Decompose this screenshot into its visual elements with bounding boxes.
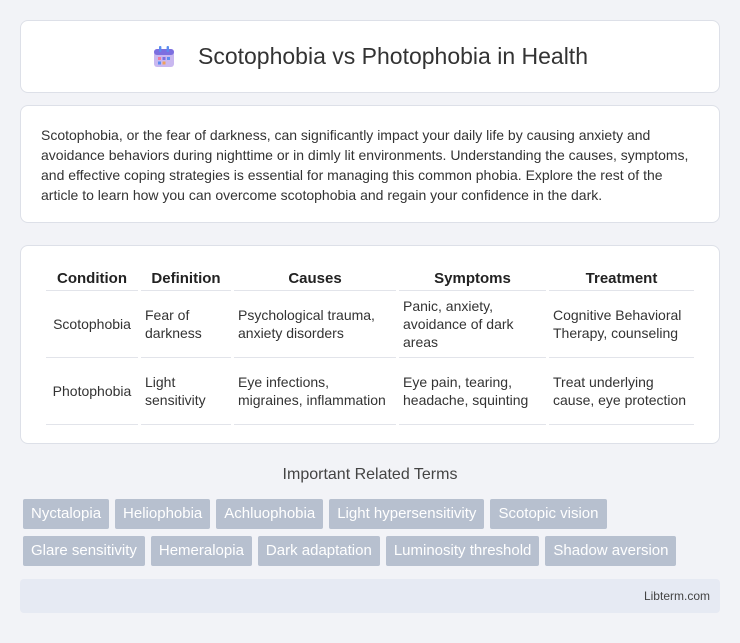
related-term-tag[interactable]: Shadow aversion (545, 536, 676, 566)
footer-site-link[interactable]: Libterm.com (643, 589, 710, 603)
related-term-tag[interactable]: Glare sensitivity (23, 536, 145, 566)
header-card (20, 20, 720, 93)
related-term-tag[interactable]: Luminosity threshold (386, 536, 540, 566)
table-row (46, 358, 694, 425)
page-title: Scotophobia vs Photophobia in Health (197, 43, 588, 69)
comparison-table-card (20, 245, 720, 444)
intro-card (20, 105, 720, 223)
column-header: Definition (141, 266, 231, 291)
calendar-icon (152, 45, 176, 69)
column-header: Symptoms (399, 266, 546, 291)
related-terms-row (23, 499, 723, 529)
table-cell: Treat underlying cause, eye protection (549, 358, 694, 425)
table-cell: Cognitive Behavioral Therapy, counseling (549, 291, 694, 358)
related-term-tag[interactable]: Heliophobia (115, 499, 210, 529)
table-cell: Photophobia (46, 358, 138, 425)
table-cell: Light sensitivity (141, 358, 231, 425)
related-term-tag[interactable]: Scotopic vision (490, 499, 606, 529)
table-cell: Eye pain, tearing, headache, squinting (399, 358, 546, 425)
related-term-tag[interactable]: Achluophobia (216, 499, 323, 529)
related-term-tag[interactable]: Hemeralopia (151, 536, 252, 566)
related-term-tag[interactable]: Nyctalopia (23, 499, 109, 529)
table-cell: Scotophobia (46, 291, 138, 358)
column-header: Causes (234, 266, 396, 291)
related-terms-title: Important Related Terms (282, 466, 458, 483)
table-row (46, 291, 694, 358)
table-header-row (46, 266, 694, 291)
column-header: Condition (46, 266, 138, 291)
footer (20, 579, 720, 613)
table-cell: Fear of darkness (141, 291, 231, 358)
related-term-tag[interactable]: Light hypersensitivity (329, 499, 484, 529)
related-term-tag[interactable]: Dark adaptation (258, 536, 380, 566)
comparison-table (43, 266, 697, 425)
related-terms-row (23, 536, 723, 566)
intro-text: Scotophobia, or the fear of darkness, can significantly impact your daily life by causing anxiety and avoidance behaviors during nighttime or in dimly lit environments. Understanding the causes, symptoms, and effective coping strategies is essential for managing this common phobia. Explore the rest of the article to learn how you can overcome scotophobia and regain your confidence in the dark. (41, 127, 689, 203)
table-cell: Panic, anxiety, avoidance of dark areas (399, 291, 546, 358)
column-header: Treatment (549, 266, 694, 291)
table-cell: Eye infections, migraines, inflammation (234, 358, 396, 425)
table-cell: Psychological trauma, anxiety disorders (234, 291, 396, 358)
